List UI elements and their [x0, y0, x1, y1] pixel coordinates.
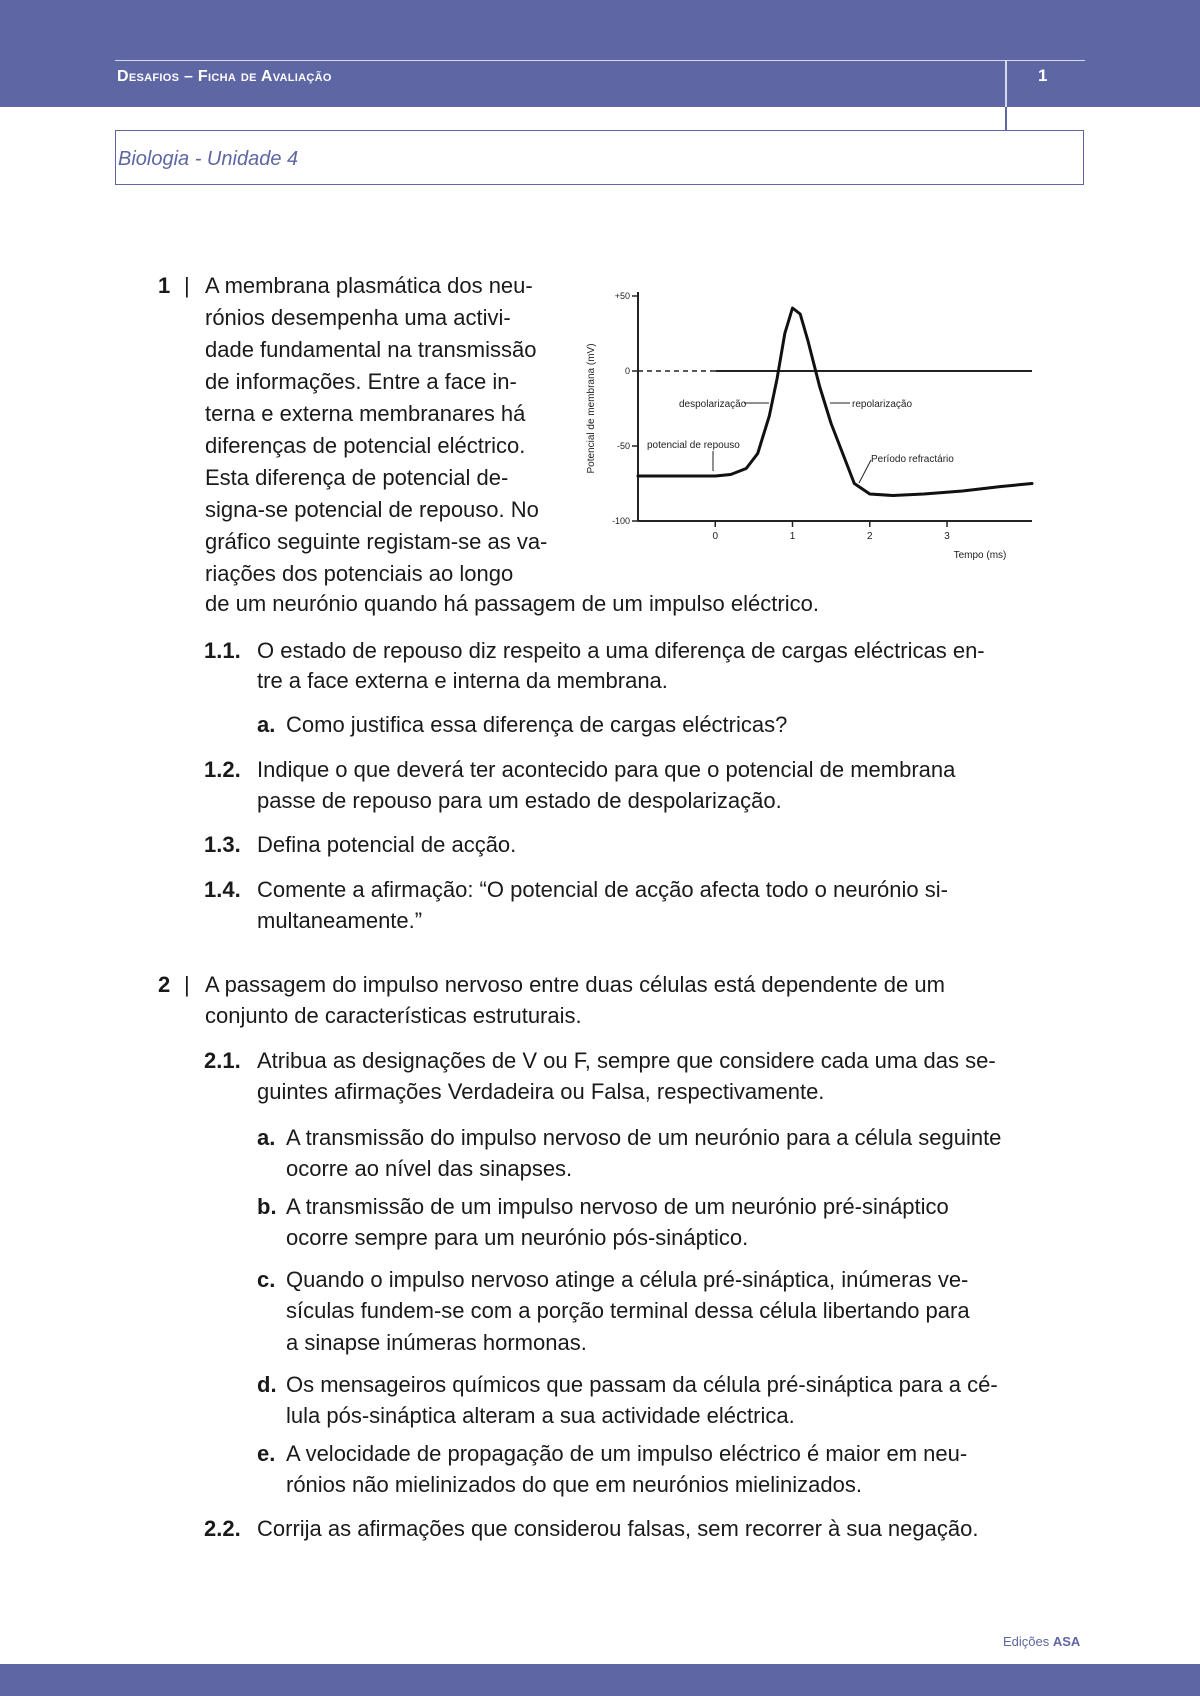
x-axis-title: Tempo (ms) [953, 550, 1007, 561]
q1-line: de um neurónio quando há passagem de um impulso eléctrico. [205, 591, 819, 616]
y-tick-label: -100 [611, 516, 630, 526]
q1-line: diferenças de potencial eléctrico. [205, 433, 526, 458]
q1-1-number: 1.1. [204, 638, 241, 663]
q1-line: dade fundamental na transmissão [205, 337, 537, 362]
page-number: 1 [1038, 66, 1048, 85]
header-separator-light [1005, 60, 1007, 107]
q1-line: A membrana plasmática dos neu- [205, 273, 533, 298]
q2-1-line: Atribua as designações de V ou F, sempre que considere cada uma das se- [257, 1048, 996, 1073]
q2-2-number: 2.2. [204, 1516, 241, 1541]
q1-2-line: passe de repouso para um estado de despolarização. [257, 788, 782, 813]
y-tick-label: 0 [624, 366, 630, 376]
q2-item-a-letter: a. [257, 1125, 276, 1150]
footer-publisher-label: Edições [1003, 1634, 1050, 1649]
q2-line: A passagem do impulso nervoso entre duas células está dependente de um [205, 972, 945, 997]
q1-2-line: Indique o que deverá ter acontecido para que o potencial de membrana [257, 757, 956, 782]
header-rule [115, 60, 1085, 61]
header-title: Desafios – Ficha de Avaliação [117, 68, 332, 85]
q2-item-c-line: sículas fundem-se com a porção terminal dessa célula libertando para [286, 1298, 970, 1323]
annotation-periodo-refractario: Período refractário [871, 454, 954, 465]
q2-item-d-line: Os mensageiros químicos que passam da célula pré-sináptica para a cé- [286, 1372, 998, 1397]
question-1-separator: | [184, 273, 190, 298]
q1-3-number: 1.3. [204, 832, 241, 857]
y-tick-label: -50 [616, 441, 630, 451]
q2-item-d-letter: d. [257, 1372, 277, 1397]
x-tick-label: 2 [866, 531, 873, 542]
q2-item-e-line: A velocidade de propagação de um impulso eléctrico é maior em neu- [286, 1441, 968, 1466]
q1-4-line: multaneamente.” [257, 908, 423, 933]
question-2-separator: | [184, 972, 190, 997]
q2-item-b-line: ocorre sempre para um neurónio pós-sináptico. [286, 1225, 749, 1250]
question-2-number: 2 [158, 972, 171, 997]
q1-1-a-letter: a. [257, 712, 276, 737]
q2-item-e-line: rónios não mielinizados do que em neurónios mielinizados. [286, 1472, 862, 1497]
q2-line: conjunto de características estruturais. [205, 1003, 582, 1028]
footer-band [0, 1664, 1200, 1696]
subject-title: Biologia - Unidade 4 [118, 148, 299, 170]
annotation-leader [859, 460, 871, 483]
action-potential-chart [580, 288, 1040, 568]
annotation-potencial-repouso: potencial de repouso [647, 440, 740, 451]
x-tick-label: 0 [712, 531, 719, 542]
q1-1-a-text: Como justifica essa diferença de cargas eléctricas? [286, 712, 788, 737]
q1-line: rónios desempenha uma activi- [205, 305, 511, 330]
q2-item-b-line: A transmissão de um impulso nervoso de um neurónio pré-sináptico [286, 1194, 949, 1219]
header-band [0, 0, 1200, 107]
q1-line: signa-se potencial de repouso. No [205, 497, 539, 522]
q2-item-d-line: lula pós-sináptica alteram a sua actividade eléctrica. [286, 1403, 795, 1428]
q1-line: terna e externa membranares há [205, 401, 526, 426]
q2-item-e-letter: e. [257, 1441, 276, 1466]
q1-4-line: Comente a afirmação: “O potencial de acção afecta todo o neurónio si- [257, 877, 948, 902]
q1-4-number: 1.4. [204, 877, 241, 902]
q2-item-c-line: a sinapse inúmeras hormonas. [286, 1330, 587, 1355]
q2-1-line: guintes afirmações Verdadeira ou Falsa, respectivamente. [257, 1079, 825, 1104]
q1-line: de informações. Entre a face in- [205, 369, 517, 394]
x-tick-label: 3 [944, 531, 950, 542]
question-1-number: 1 [158, 273, 171, 298]
q1-line: riações dos potenciais ao longo [205, 561, 514, 586]
annotation-despolarizacao: despolarização [679, 399, 747, 410]
q1-3-line: Defina potencial de acção. [257, 832, 517, 857]
x-tick-label: 1 [789, 531, 796, 542]
q2-2-line: Corrija as afirmações que considerou falsas, sem recorrer à sua negação. [257, 1516, 979, 1541]
q1-1-line: tre a face externa e interna da membrana. [257, 668, 668, 693]
q2-item-a-line: A transmissão do impulso nervoso de um neurónio para a célula seguinte [286, 1125, 1002, 1150]
q1-2-number: 1.2. [204, 757, 241, 782]
q2-item-c-letter: c. [257, 1267, 276, 1292]
footer-brand: ASA [1052, 1634, 1081, 1649]
q1-line: gráfico seguinte registam-se as va- [205, 529, 548, 554]
y-axis-title: Potencial de membrana (mV) [586, 343, 597, 474]
q2-1-number: 2.1. [204, 1048, 241, 1073]
q2-item-a-line: ocorre ao nível das sinapses. [286, 1156, 573, 1181]
q1-1-line: O estado de repouso diz respeito a uma diferença de cargas eléctricas en- [257, 638, 985, 663]
footer-publisher [1003, 1634, 1080, 1649]
q1-line: Esta diferença de potencial de- [205, 465, 509, 490]
annotation-repolarizacao: repolarização [852, 399, 913, 410]
y-tick-label: +50 [614, 291, 630, 301]
q2-item-b-letter: b. [257, 1194, 277, 1219]
q2-item-c-line: Quando o impulso nervoso atinge a célula pré-sináptica, inúmeras ve- [286, 1267, 969, 1292]
